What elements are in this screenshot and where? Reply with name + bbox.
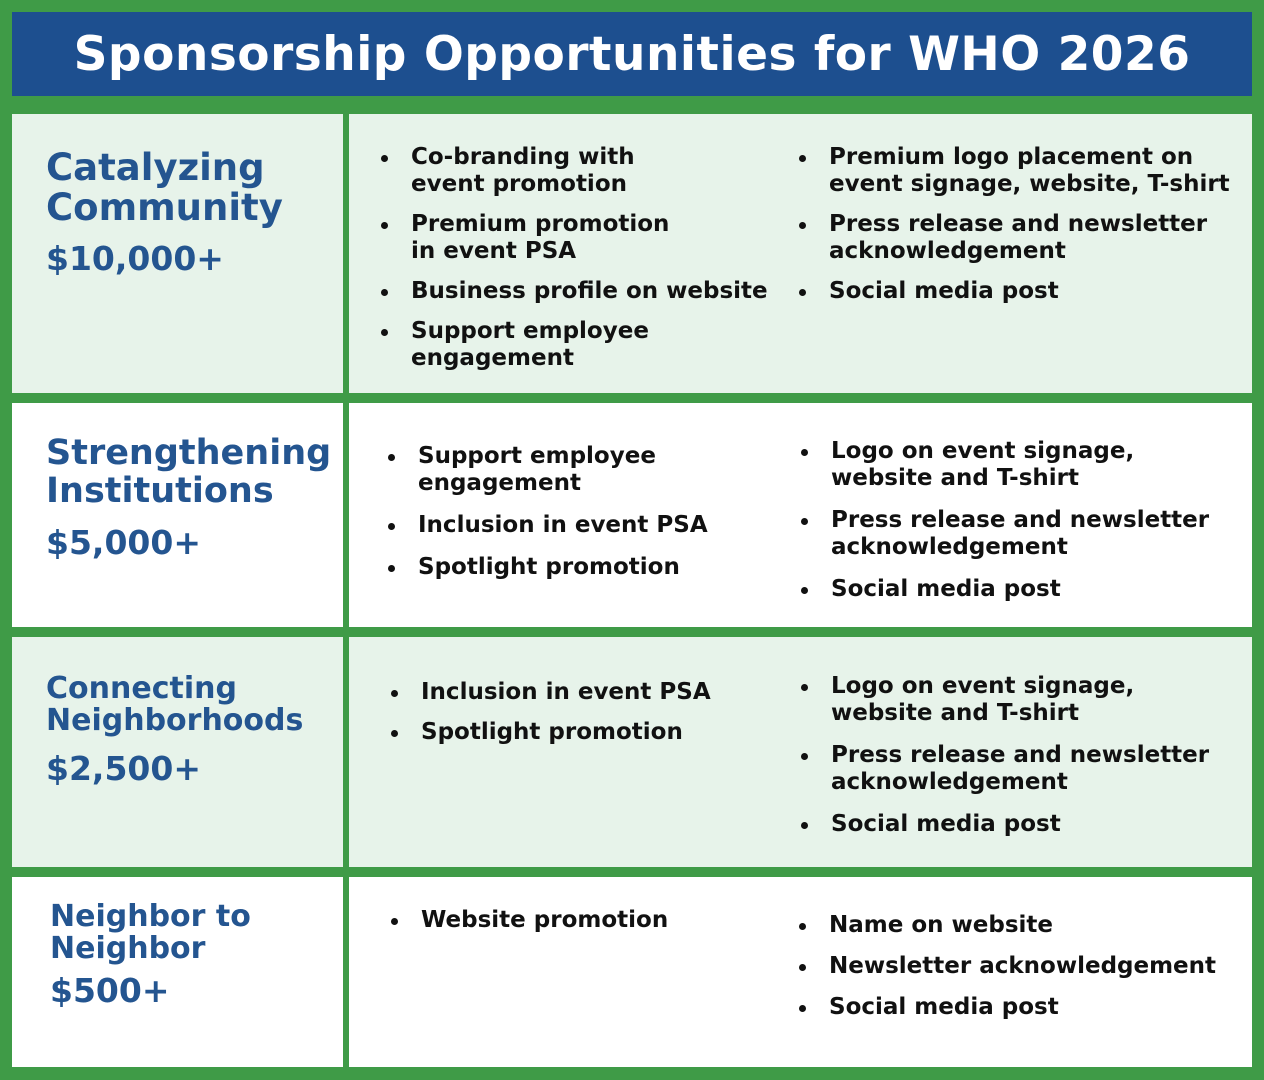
list-item: Press release and newsletter acknowledgement [799,742,1231,796]
list-item: Co-branding with event promotion [379,144,661,198]
list-item: Spotlight promotion [389,719,789,746]
tier-row-neighbor-to-neighbor [12,877,1252,1067]
tier-name: Catalyzing Community [46,146,283,229]
list-item: Premium logo placement on event signage, website, T-shirt [797,144,1245,198]
list-item: Logo on event signage, website and T-shirt [799,438,1161,492]
benefits-cell [349,637,1252,867]
benefit-list-left [379,144,799,372]
list-item: Inclusion in event PSA [386,512,786,539]
list-item: Premium promotion in event PSA [379,211,691,265]
list-item: Press release and newsletter acknowledgement [797,211,1239,265]
benefit-list-right [797,912,1237,1021]
list-item: Support employee engagement [386,443,698,497]
list-item: Business profile on website [379,278,799,305]
list-item: Social media post [797,994,1237,1021]
tier-row-catalyzing-community [12,114,1252,393]
benefit-list-left [389,907,789,934]
benefits-cell [349,877,1252,1067]
benefit-list-right [799,438,1239,603]
list-item: Logo on event signage, website and T-shirt [799,673,1161,727]
list-item: Inclusion in event PSA [389,679,789,706]
list-item: Newsletter acknowledgement [797,953,1237,980]
tier-name: Strengthening Institutions [46,433,332,511]
list-item: Spotlight promotion [386,554,786,581]
benefits-cell [349,403,1252,627]
tier-cell [12,403,343,627]
tier-cell [12,637,343,867]
list-item: Website promotion [389,907,789,934]
tier-cell [12,877,343,1067]
list-item: Name on website [797,912,1237,939]
benefit-list-left [386,443,786,581]
tier-price: $10,000+ [46,239,224,278]
tier-name: Neighbor to Neighbor [50,899,251,967]
tier-name: Connecting Neighborhoods [46,671,304,739]
tier-cell [12,114,343,393]
tier-price: $5,000+ [46,523,201,562]
benefit-list-left [389,679,789,746]
tier-price: $2,500+ [46,749,201,788]
list-item: Social media post [799,576,1239,603]
title-banner [12,12,1252,96]
benefits-cell [349,114,1252,393]
list-item: Press release and newsletter acknowledgement [799,507,1231,561]
tier-row-strengthening-institutions [12,403,1252,627]
list-item: Social media post [799,811,1239,838]
list-item: Social media post [797,278,1245,305]
benefit-list-right [797,144,1245,305]
page-title: Sponsorship Opportunities for WHO 2026 [73,26,1191,82]
tier-price: $500+ [50,971,170,1010]
list-item: Support employee engagement [379,318,691,372]
tier-row-connecting-neighborhoods [12,637,1252,867]
benefit-list-right [799,673,1239,838]
